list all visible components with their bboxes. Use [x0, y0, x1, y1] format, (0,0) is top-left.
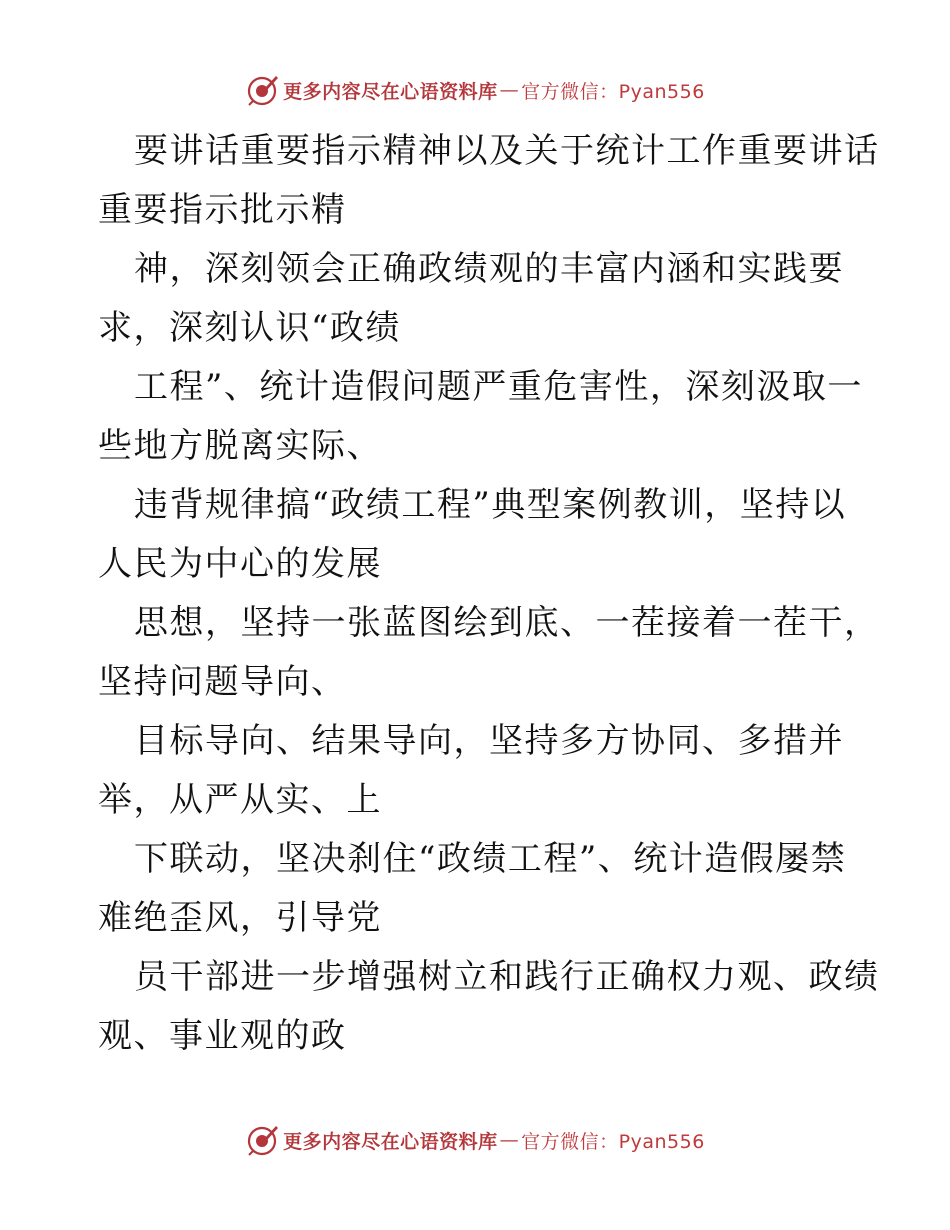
paragraph-first-line: 下联动，坚决刹住“政绩工程”、统计造假屡禁 — [134, 839, 847, 879]
paragraph-second-line: 坚持问题导向、 — [98, 662, 347, 702]
quill-pen-logo-icon — [245, 1123, 279, 1157]
paragraph-first-line: 思想，坚持一张蓝图绘到底、一茬接着一茬干， — [134, 603, 880, 643]
paragraph — [98, 358, 863, 476]
paragraph-second-line: 些地方脱离实际、 — [98, 426, 382, 466]
paragraph-second-line: 难绝歪风，引导党 — [98, 898, 382, 938]
paragraph-first-line: 目标导向、结果导向，坚持多方协同、多措并 — [134, 721, 844, 761]
paragraph-first-line: 要讲话重要指示精神以及关于统计工作重要讲话 — [134, 131, 880, 171]
banner-dash: — — [499, 79, 520, 101]
paragraph — [98, 948, 880, 1066]
quill-pen-logo-icon — [245, 73, 279, 107]
wechat-text: 官方微信：Pyan556 — [521, 80, 705, 103]
wechat-text: 官方微信：Pyan556 — [521, 1130, 705, 1153]
paragraph — [98, 240, 858, 358]
paragraph — [98, 476, 858, 594]
brand-text: 更多内容尽在心语资料库 — [283, 1130, 498, 1153]
paragraph-first-line: 工程”、统计造假问题严重危害性，深刻汲取一 — [134, 367, 863, 407]
banner-dash: — — [499, 1129, 520, 1151]
paragraph — [98, 122, 880, 240]
paragraph-first-line: 神，深刻领会正确政绩观的丰富内涵和实践要 — [134, 249, 844, 289]
document-body — [98, 122, 880, 1066]
paragraph — [98, 594, 880, 712]
paragraph-second-line: 举，从严从实、上 — [98, 780, 382, 820]
paragraph — [98, 830, 858, 948]
footer-banner — [0, 1120, 950, 1160]
paragraph-second-line: 求，深刻认识“政绩 — [98, 308, 401, 348]
paragraph-second-line: 人民为中心的发展 — [98, 544, 382, 584]
paragraph-first-line: 违背规律搞“政绩工程”典型案例教训，坚持以 — [134, 485, 847, 525]
paragraph-second-line: 观、事业观的政 — [98, 1016, 347, 1056]
paragraph-second-line: 重要指示批示精 — [98, 190, 347, 230]
paragraph — [98, 712, 858, 830]
paragraph-first-line: 员干部进一步增强树立和践行正确权力观、政绩 — [134, 957, 880, 997]
brand-text: 更多内容尽在心语资料库 — [283, 80, 498, 103]
header-banner — [0, 70, 950, 110]
